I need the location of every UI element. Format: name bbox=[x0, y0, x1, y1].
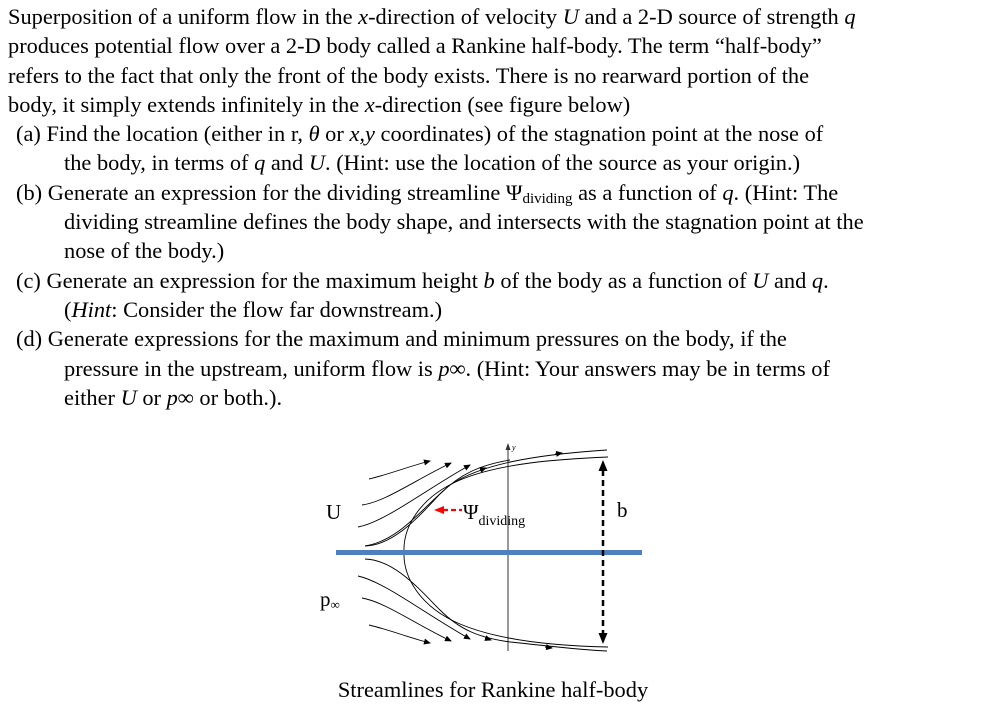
label-p-infinity: p∞ bbox=[320, 587, 340, 612]
intro-line: produces potential flow over a 2-D body called a Rankine half-body. The term “half-body” bbox=[8, 33, 822, 59]
intro-line: body, it simply extends infinitely in the x-direction (see figure below) bbox=[8, 91, 631, 117]
label-b: b bbox=[617, 498, 628, 522]
y-axis-label: y bbox=[512, 443, 516, 452]
upstream-streamlines-upper bbox=[358, 460, 510, 546]
part-line: (d) Generate expressions for the maximum and minimum pressures on the body, if the bbox=[16, 326, 787, 352]
part-line: pressure in the upstream, uniform flow is p∞. (Hint: Your answers may be in terms of bbox=[64, 355, 830, 381]
part-line: dividing streamline defines the body shape, and intersects with the stagnation point at the bbox=[64, 209, 864, 235]
part-line: (c) Generate an expression for the maximum height b of the body as a function of U and q. bbox=[16, 267, 829, 293]
upstream-streamlines-lower bbox=[358, 559, 607, 651]
rankine-half-body-figure bbox=[0, 430, 986, 670]
problem-intro bbox=[8, 2, 983, 119]
label-psi: $\Psi_{dividing}$ bbox=[463, 500, 526, 529]
part-line: the body, in terms of q and U. (Hint: use the location of the source as your origin.) bbox=[64, 150, 801, 176]
intro-line: Superposition of a uniform flow in the x-direction of velocity U and a 2-D source of strength q bbox=[8, 4, 856, 29]
problem-parts bbox=[8, 119, 983, 412]
label-U: U bbox=[326, 500, 342, 524]
problem-part bbox=[8, 178, 983, 266]
figure-caption: Streamlines for Rankine half-body bbox=[337, 677, 649, 702]
y-axis bbox=[506, 443, 517, 651]
part-line: nose of the body.) bbox=[64, 238, 225, 264]
part-line: (b) Generate an expression for the dividing streamline $\Psi_{dividing}$ as a function of q. (Hint: The bbox=[16, 179, 839, 207]
part-line: (Hint: Consider the flow far downstream.) bbox=[64, 296, 443, 322]
problem-part bbox=[8, 266, 983, 325]
streamline-diagram bbox=[0, 430, 986, 670]
problem-part bbox=[8, 324, 983, 412]
problem-statement bbox=[8, 2, 983, 412]
red-arrow-icon bbox=[434, 506, 444, 514]
problem-part bbox=[8, 119, 983, 178]
part-line: either U or p∞ or both.). bbox=[64, 384, 283, 410]
part-line: (a) Find the location (either in r, θ or x,y coordinates) of the stagnation point at the nose of bbox=[16, 121, 824, 147]
intro-line: refers to the fact that only the front of the body exists. There is no rearward portion of the bbox=[8, 62, 810, 88]
psi-dividing-annotation bbox=[434, 500, 525, 529]
